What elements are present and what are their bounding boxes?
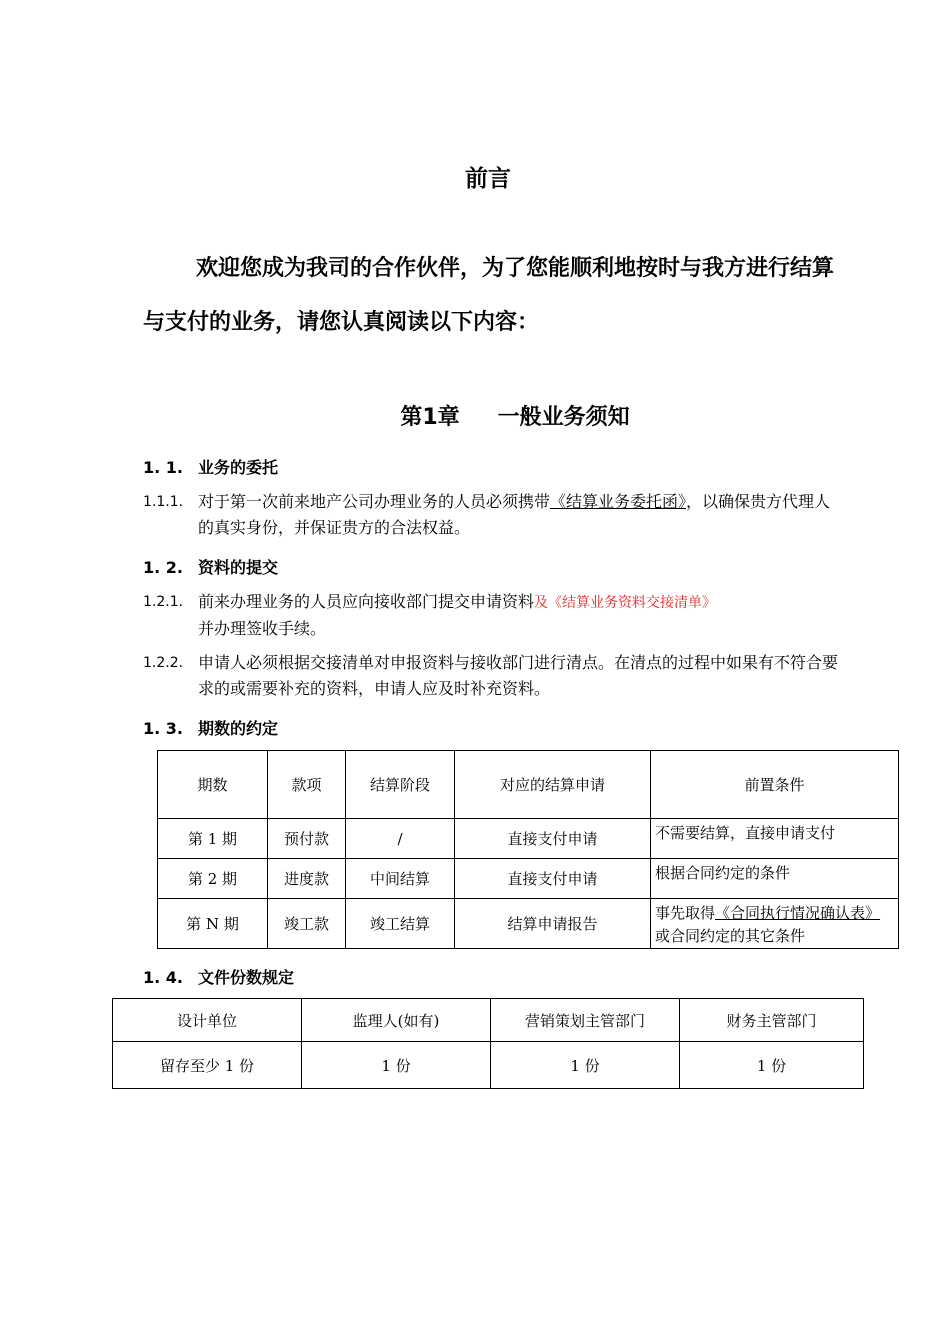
section-title: 资料的提交	[198, 558, 279, 577]
paragraph-text: ，以确保贵方代理人的真实身份，并保证贵方的合法权益。	[198, 492, 831, 537]
form-reference-link: 《合同执行情况确认表》	[715, 904, 881, 922]
chapter-heading	[0, 400, 950, 431]
table-cell: 竣工结算	[346, 899, 455, 949]
red-highlight-text: 及《结算业务资料交接清单》	[534, 595, 717, 611]
table-cell	[651, 899, 899, 949]
table-cell: 1 份	[302, 1042, 491, 1089]
table-header: 设计单位	[113, 999, 302, 1042]
paragraph-number: 1.2.1.	[143, 594, 184, 610]
section-title: 文件份数规定	[198, 968, 295, 987]
table-cell: 预付款	[268, 819, 346, 859]
table-header: 结算阶段	[346, 751, 455, 819]
paragraph-text: 前来办理业务的人员应向接收部门提交申请资料	[198, 592, 535, 611]
paragraph-1-1-1	[143, 489, 843, 541]
table-cell: 根据合同约定的条件	[651, 859, 899, 899]
paragraph-1-2-1	[143, 589, 843, 642]
table-header: 财务主管部门	[680, 999, 864, 1042]
section-1-3	[143, 716, 278, 739]
table-cell: 1 份	[491, 1042, 680, 1089]
table-cell: /	[346, 819, 455, 859]
table-cell: 1 份	[680, 1042, 864, 1089]
copies-table	[112, 998, 864, 1089]
table-cell: 进度款	[268, 859, 346, 899]
paragraph-1-2-2	[143, 650, 843, 702]
section-number: 1. 3.	[143, 719, 183, 738]
table-header: 期数	[158, 751, 268, 819]
section-1-2	[143, 555, 278, 578]
section-1-4	[143, 965, 294, 988]
table-header: 营销策划主管部门	[491, 999, 680, 1042]
table-header-row	[158, 751, 899, 819]
table-cell: 第 2 期	[158, 859, 268, 899]
table-row	[158, 819, 899, 859]
table-row	[158, 899, 899, 949]
table-cell: 结算申请报告	[455, 899, 651, 949]
table-cell: 不需要结算，直接申请支付	[651, 819, 899, 859]
section-title: 期数的约定	[198, 719, 279, 738]
table-header: 款项	[268, 751, 346, 819]
table-cell: 留存至少 1 份	[113, 1042, 302, 1089]
table-header: 前置条件	[651, 751, 899, 819]
paragraph-number: 1.2.2.	[143, 655, 184, 671]
intro-paragraph: 欢迎您成为我司的合作伙伴，为了您能顺利地按时与我方进行结算与支付的业务，请您认真阅读以下内容：	[143, 256, 835, 335]
section-number: 1. 2.	[143, 558, 183, 577]
chapter-number: 第1章	[400, 405, 460, 430]
cell-text: 事先取得	[655, 904, 716, 922]
table-header-row	[113, 999, 864, 1042]
table-header: 对应的结算申请	[455, 751, 651, 819]
preface-title: 前言	[465, 166, 511, 192]
table-cell: 竣工款	[268, 899, 346, 949]
table-cell: 中间结算	[346, 859, 455, 899]
paragraph-number: 1.1.1.	[143, 494, 184, 510]
section-1-1	[143, 455, 278, 478]
table-cell: 第 N 期	[158, 899, 268, 949]
period-table	[157, 750, 899, 949]
form-reference-link: 《结算业务委托函》	[550, 492, 687, 511]
table-header: 监理人(如有)	[302, 999, 491, 1042]
section-number: 1. 1.	[143, 458, 183, 477]
chapter-title: 一般业务须知	[497, 405, 630, 430]
table-cell: 直接支付申请	[455, 859, 651, 899]
paragraph-text: 申请人必须根据交接清单对申报资料与接收部门进行清点。在清点的过程中如果有不符合要求的或需要补充的资料，申请人应及时补充资料。	[198, 653, 839, 698]
table-row	[113, 1042, 864, 1089]
table-row	[158, 859, 899, 899]
table-cell: 直接支付申请	[455, 819, 651, 859]
table-cell: 第 1 期	[158, 819, 268, 859]
paragraph-text: 并办理签收手续。	[198, 619, 327, 638]
paragraph-text: 对于第一次前来地产公司办理业务的人员必须携带	[198, 492, 551, 511]
cell-text: 或合同约定的其它条件	[655, 927, 806, 945]
section-title: 业务的委托	[198, 458, 279, 477]
section-number: 1. 4.	[143, 968, 183, 987]
